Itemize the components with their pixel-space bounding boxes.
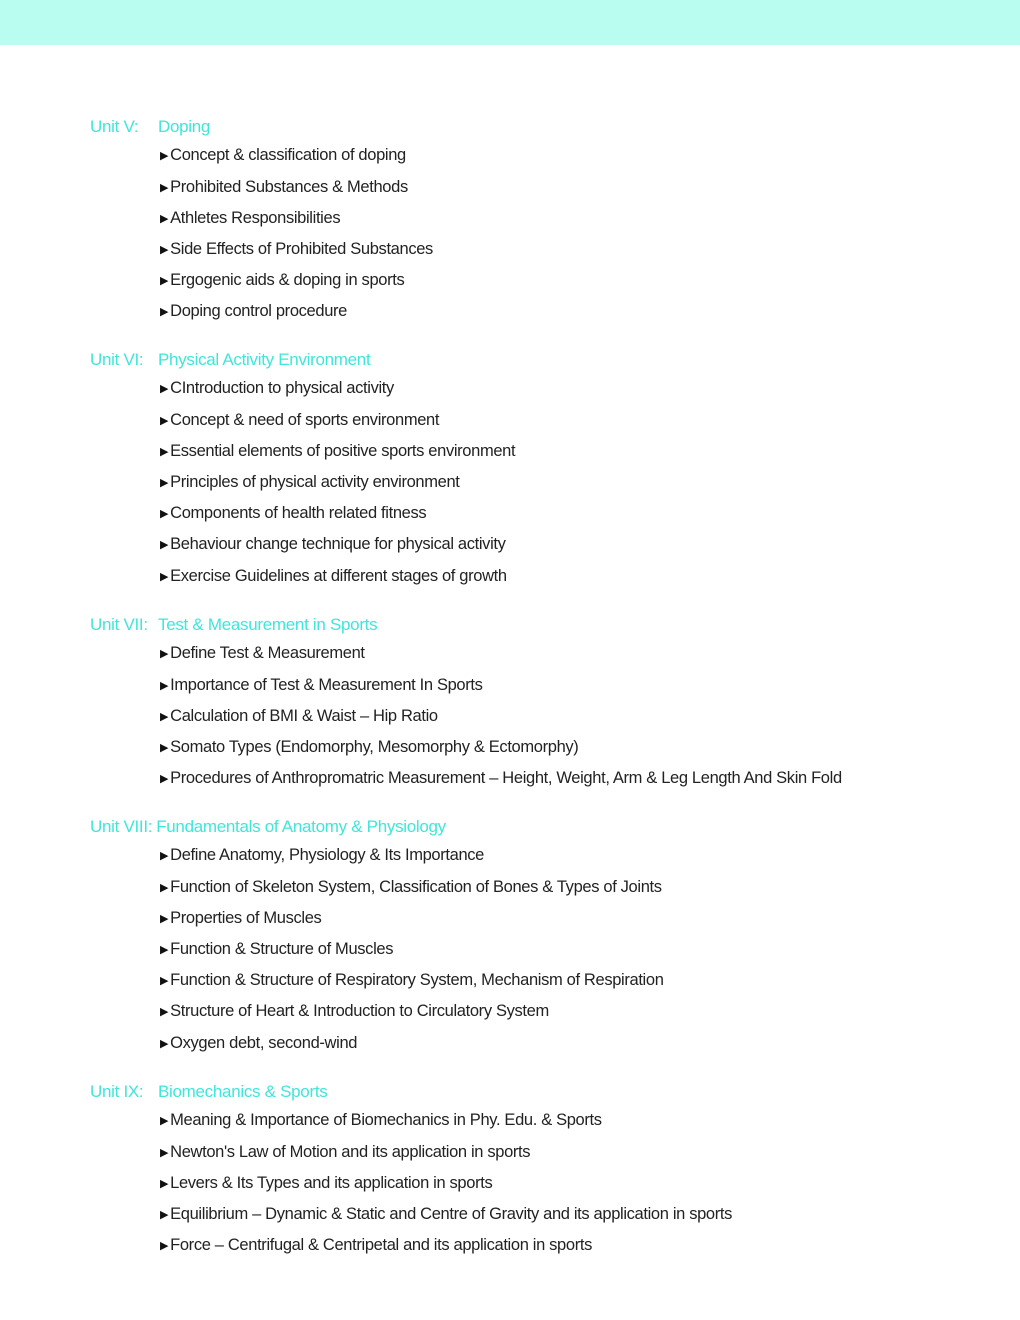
topic-item xyxy=(160,498,990,529)
topic-item xyxy=(160,234,990,265)
topic-text: Define Test & Measurement xyxy=(170,644,365,663)
topic-text: Components of health related fitness xyxy=(170,504,427,523)
topic-item xyxy=(160,996,990,1027)
unit-heading xyxy=(90,350,990,370)
topic-item xyxy=(160,903,990,934)
unit-section xyxy=(90,817,990,1059)
topic-item xyxy=(160,1230,990,1261)
triangle-bullet-icon: ▶ xyxy=(160,1146,169,1159)
triangle-bullet-icon: ▶ xyxy=(160,1208,169,1221)
topic-item xyxy=(160,732,990,763)
unit-title: Biomechanics & Sports xyxy=(158,1082,328,1101)
topic-text: Meaning & Importance of Biomechanics in Phy. Edu. & Sports xyxy=(170,1111,602,1130)
topic-item xyxy=(160,140,990,171)
topic-text: Calculation of BMI & Waist – Hip Ratio xyxy=(170,706,438,725)
topic-item xyxy=(160,529,990,560)
unit-heading xyxy=(90,1082,990,1102)
triangle-bullet-icon: ▶ xyxy=(160,773,169,786)
topic-text: Doping control procedure xyxy=(170,302,348,321)
topic-item xyxy=(160,1168,990,1199)
unit-title: Fundamentals of Anatomy & Physiology xyxy=(156,817,446,836)
triangle-bullet-icon: ▶ xyxy=(160,1177,169,1190)
topic-text: Ergogenic aids & doping in sports xyxy=(170,271,405,290)
triangle-bullet-icon: ▶ xyxy=(160,383,169,396)
topic-item xyxy=(160,436,990,467)
topic-text: Oxygen debt, second-wind xyxy=(170,1033,358,1052)
topic-item xyxy=(160,467,990,498)
topic-text: Essential elements of positive sports environment xyxy=(170,441,516,460)
triangle-bullet-icon: ▶ xyxy=(160,679,169,692)
topic-item xyxy=(160,561,990,592)
topic-text: Procedures of Anthropromatric Measurement – Height, Weight, Arm & Leg Length And Skin Fold xyxy=(170,769,842,788)
topic-text: Properties of Muscles xyxy=(170,908,322,927)
topic-item xyxy=(160,934,990,965)
topic-text: Levers & Its Types and its application in sports xyxy=(170,1173,493,1192)
unit-heading xyxy=(90,817,990,837)
topic-text: Concept & classification of doping xyxy=(170,146,406,165)
triangle-bullet-icon: ▶ xyxy=(160,476,169,489)
triangle-bullet-icon: ▶ xyxy=(160,1240,169,1253)
unit-label: Unit VII: xyxy=(90,615,148,634)
topic-text: Define Anatomy, Physiology & Its Importance xyxy=(170,846,485,865)
triangle-bullet-icon: ▶ xyxy=(160,975,169,988)
topic-text: Athletes Responsibilities xyxy=(170,208,341,227)
topic-text: Side Effects of Prohibited Substances xyxy=(170,239,433,258)
unit-section xyxy=(90,350,990,592)
topic-item xyxy=(160,373,990,404)
unit-heading xyxy=(90,117,990,137)
topic-text: Behaviour change technique for physical activity xyxy=(170,535,506,554)
topic-text: Function & Structure of Respiratory System, Mechanism of Respiration xyxy=(170,971,664,990)
triangle-bullet-icon: ▶ xyxy=(160,741,169,754)
topic-text: Function & Structure of Muscles xyxy=(170,939,394,958)
topic-item xyxy=(160,763,990,794)
triangle-bullet-icon: ▶ xyxy=(160,648,169,661)
triangle-bullet-icon: ▶ xyxy=(160,243,169,256)
unit-section xyxy=(90,615,990,794)
unit-section xyxy=(90,1082,990,1261)
triangle-bullet-icon: ▶ xyxy=(160,275,169,288)
unit-title: Test & Measurement in Sports xyxy=(158,615,378,634)
triangle-bullet-icon: ▶ xyxy=(160,181,169,194)
triangle-bullet-icon: ▶ xyxy=(160,912,169,925)
topic-item xyxy=(160,840,990,871)
topic-list xyxy=(160,638,990,794)
topic-list xyxy=(160,140,990,327)
unit-label: Unit V: xyxy=(90,117,139,136)
unit-title: Doping xyxy=(158,117,211,136)
topic-text: Equilibrium – Dynamic & Static and Centre of Gravity and its application in sports xyxy=(170,1204,733,1223)
topic-item xyxy=(160,203,990,234)
topic-item xyxy=(160,1137,990,1168)
header-band xyxy=(0,0,1020,45)
triangle-bullet-icon: ▶ xyxy=(160,943,169,956)
unit-heading xyxy=(90,615,990,635)
topic-text: Force – Centrifugal & Centripetal and its application in sports xyxy=(170,1236,592,1255)
topic-text: Exercise Guidelines at different stages of growth xyxy=(170,566,507,585)
topic-text: Concept & need of sports environment xyxy=(170,410,440,429)
topic-list xyxy=(160,840,990,1058)
triangle-bullet-icon: ▶ xyxy=(160,414,169,427)
topic-text: CIntroduction to physical activity xyxy=(170,379,394,398)
topic-item xyxy=(160,296,990,327)
topic-item xyxy=(160,172,990,203)
topic-text: Function of Skeleton System, Classification of Bones & Types of Joints xyxy=(170,877,662,896)
topic-list xyxy=(160,1105,990,1261)
topic-item xyxy=(160,1199,990,1230)
triangle-bullet-icon: ▶ xyxy=(160,508,169,521)
topic-text: Prohibited Substances & Methods xyxy=(170,177,408,196)
triangle-bullet-icon: ▶ xyxy=(160,881,169,894)
topic-item xyxy=(160,638,990,669)
topic-list xyxy=(160,373,990,591)
triangle-bullet-icon: ▶ xyxy=(160,710,169,723)
unit-section xyxy=(90,117,990,328)
triangle-bullet-icon: ▶ xyxy=(160,539,169,552)
topic-text: Importance of Test & Measurement In Sports xyxy=(170,675,483,694)
topic-text: Somato Types (Endomorphy, Mesomorphy & Ectomorphy) xyxy=(170,737,579,756)
triangle-bullet-icon: ▶ xyxy=(160,212,169,225)
topic-item xyxy=(160,670,990,701)
triangle-bullet-icon: ▶ xyxy=(160,570,169,583)
topic-item xyxy=(160,701,990,732)
triangle-bullet-icon: ▶ xyxy=(160,150,169,163)
topic-text: Newton's Law of Motion and its application in sports xyxy=(170,1142,531,1161)
unit-label: Unit VI: xyxy=(90,350,144,369)
unit-label: Unit VIII: xyxy=(90,817,153,836)
topic-text: Principles of physical activity environment xyxy=(170,472,460,491)
topic-item xyxy=(160,405,990,436)
unit-label: Unit IX: xyxy=(90,1082,144,1101)
triangle-bullet-icon: ▶ xyxy=(160,306,169,319)
triangle-bullet-icon: ▶ xyxy=(160,445,169,458)
topic-item xyxy=(160,1028,990,1059)
triangle-bullet-icon: ▶ xyxy=(160,850,169,863)
triangle-bullet-icon: ▶ xyxy=(160,1006,169,1019)
unit-title: Physical Activity Environment xyxy=(158,350,371,369)
topic-item xyxy=(160,265,990,296)
topic-text: Structure of Heart & Introduction to Circulatory System xyxy=(170,1002,549,1021)
topic-item xyxy=(160,872,990,903)
triangle-bullet-icon: ▶ xyxy=(160,1115,169,1128)
topic-item xyxy=(160,1105,990,1136)
topic-item xyxy=(160,965,990,996)
triangle-bullet-icon: ▶ xyxy=(160,1037,169,1050)
